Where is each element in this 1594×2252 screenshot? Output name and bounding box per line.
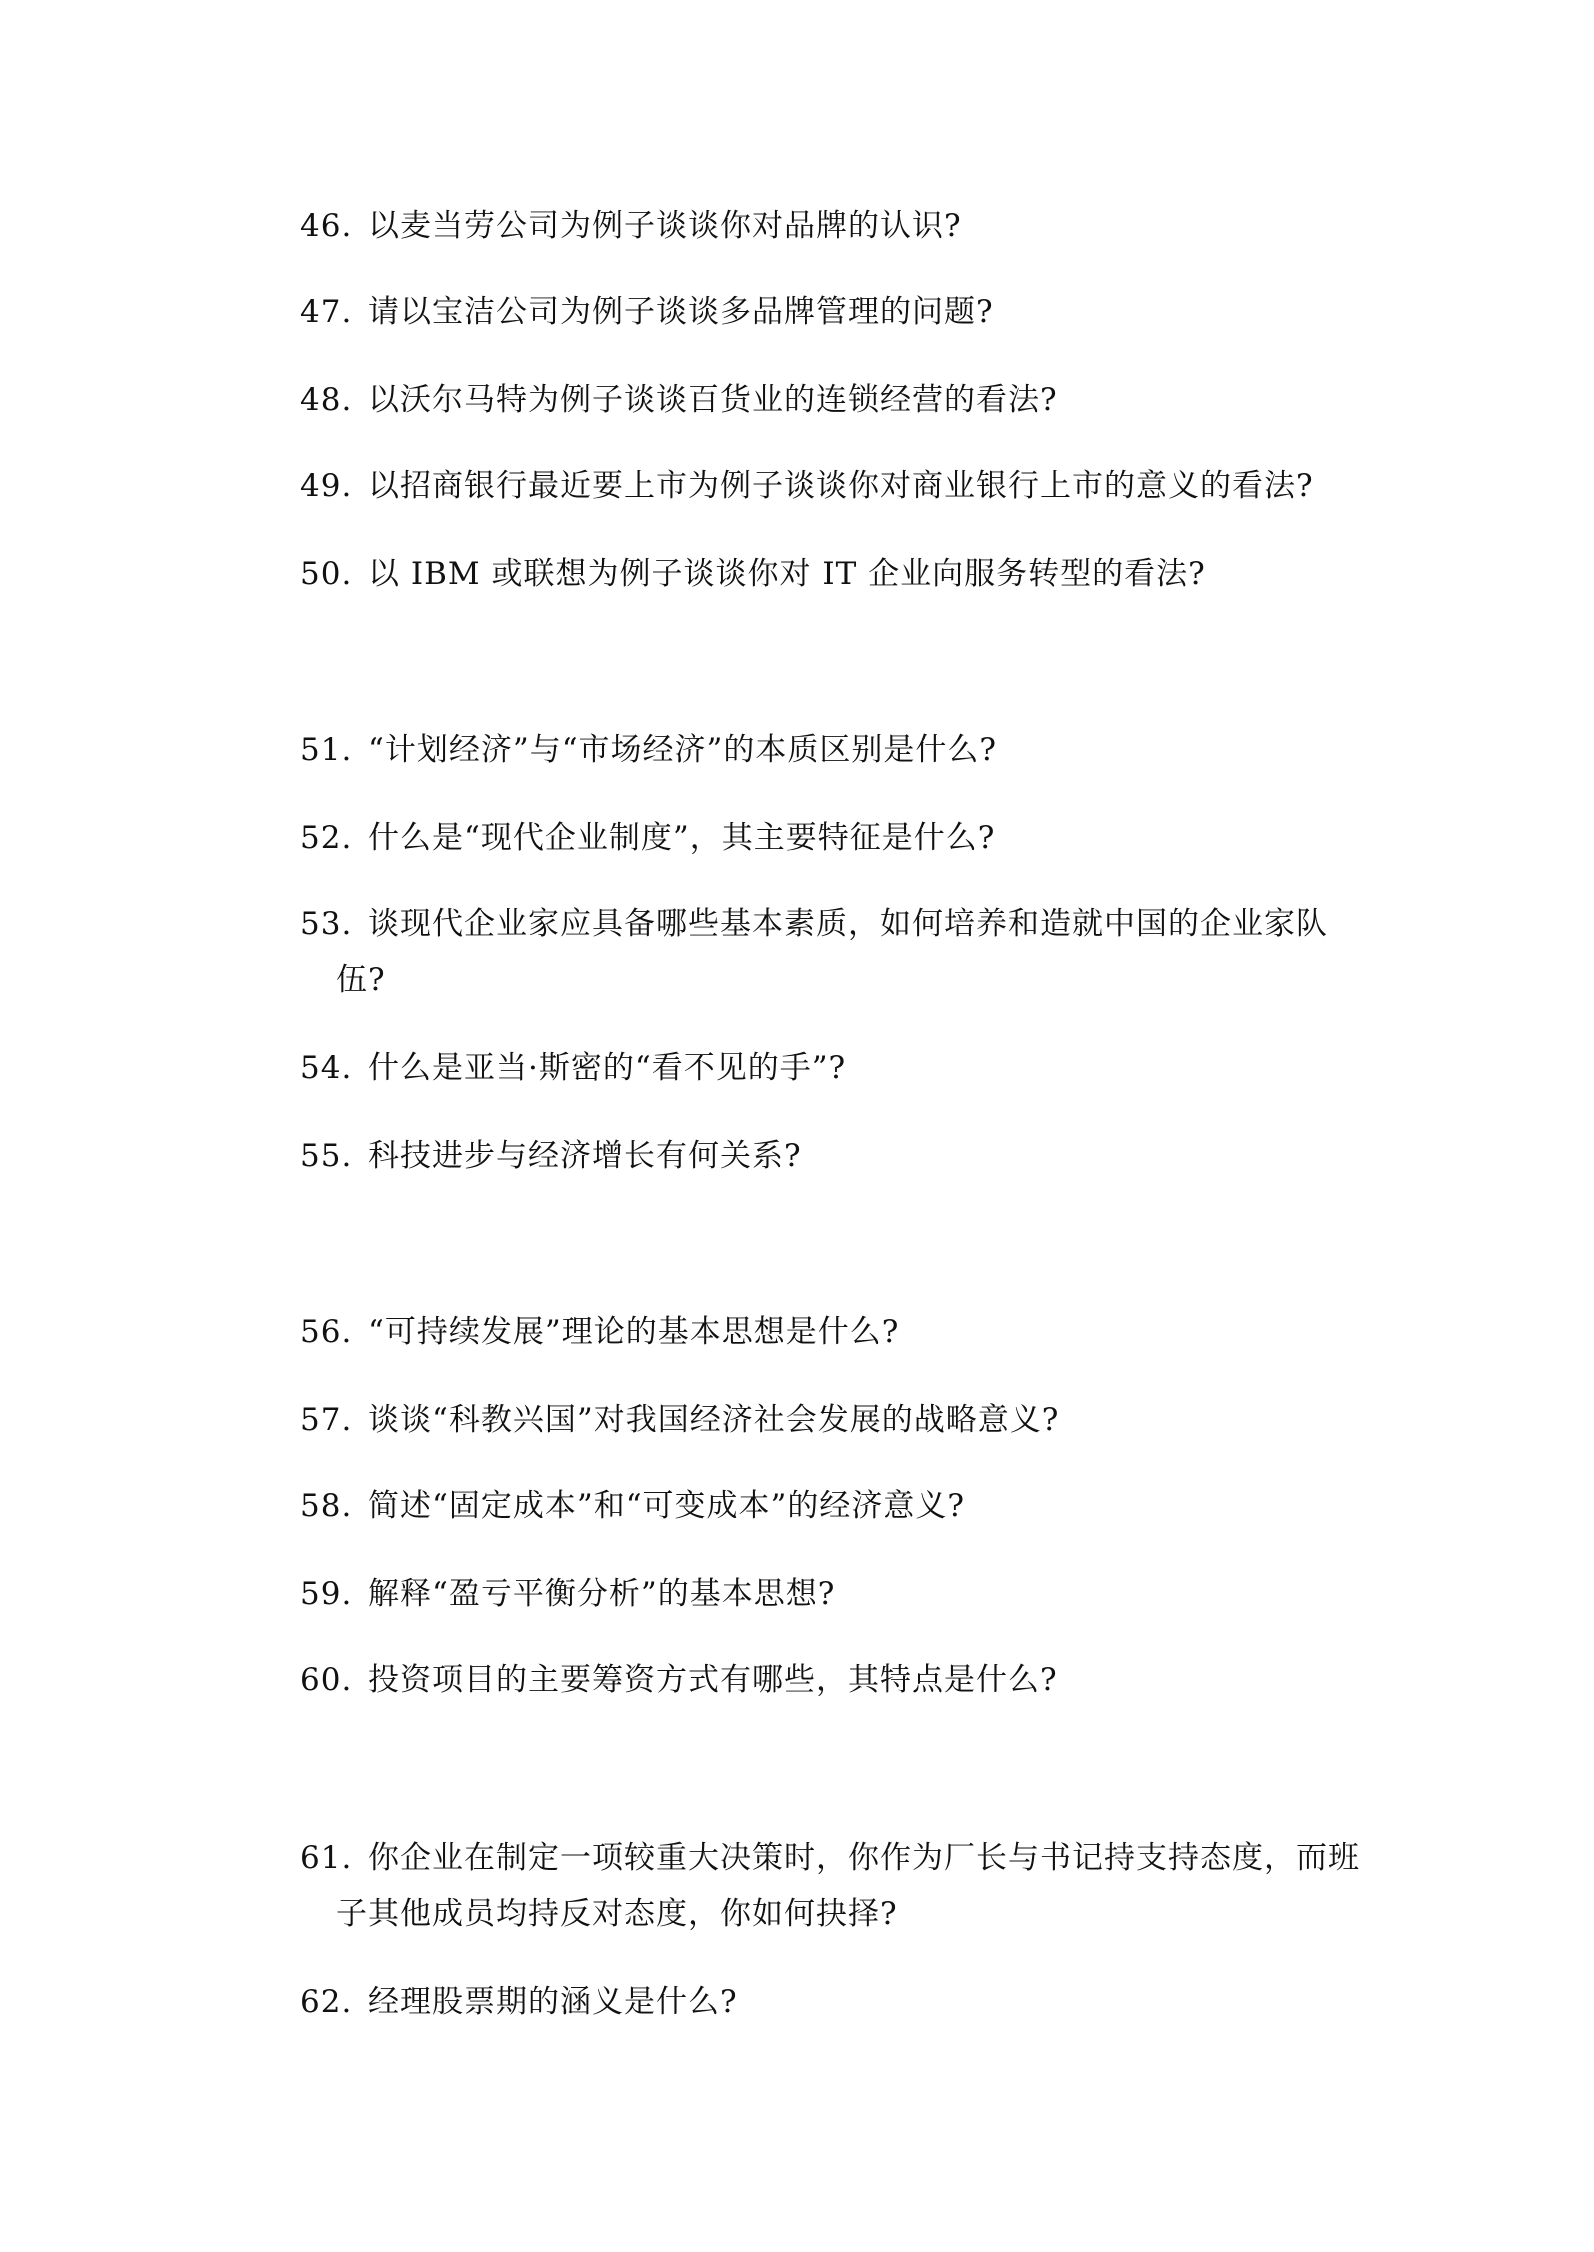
- question-text: 什么是“现代企业制度”，其主要特征是什么?: [368, 820, 996, 856]
- question-item: [300, 372, 1360, 428]
- question-number: 56.: [300, 1314, 353, 1350]
- question-text: 以麦当劳公司为例子谈谈你对品牌的认识?: [368, 208, 962, 244]
- question-text: 什么是亚当·斯密的“看不见的手”?: [368, 1050, 847, 1086]
- question-text: “可持续发展”理论的基本思想是什么?: [368, 1314, 900, 1350]
- question-number: 57.: [300, 1402, 353, 1438]
- question-text: 以招商银行最近要上市为例子谈谈你对商业银行上市的意义的看法?: [368, 468, 1314, 504]
- question-item: [300, 1478, 1360, 1534]
- question-item: [300, 1128, 1360, 1184]
- question-text: 谈谈“科教兴国”对我国经济社会发展的战略意义?: [368, 1402, 1060, 1438]
- question-text: 谈现代企业家应具备哪些基本素质，如何培养和造就中国的企业家队: [368, 906, 1328, 942]
- question-item: [300, 1830, 1360, 1942]
- question-item: [300, 722, 1360, 778]
- question-number: 62.: [300, 1984, 353, 2020]
- question-item: [300, 458, 1360, 514]
- question-text: 科技进步与经济增长有何关系?: [368, 1138, 802, 1174]
- question-item: [300, 1304, 1360, 1360]
- question-number: 53.: [300, 906, 353, 942]
- question-number: 48.: [300, 382, 353, 418]
- question-item: [300, 896, 1360, 1008]
- question-text: 投资项目的主要筹资方式有哪些，其特点是什么?: [368, 1662, 1058, 1698]
- question-number: 49.: [300, 468, 353, 504]
- question-text: 解释“盈亏平衡分析”的基本思想?: [368, 1576, 836, 1612]
- question-number: 60.: [300, 1662, 353, 1698]
- question-number: 47.: [300, 294, 353, 330]
- question-text: 简述“固定成本”和“可变成本”的经济意义?: [368, 1488, 966, 1524]
- question-item: [300, 284, 1360, 340]
- question-item: [300, 810, 1360, 866]
- question-number: 46.: [300, 208, 353, 244]
- question-text: 经理股票期的涵义是什么?: [368, 1984, 738, 2020]
- question-item: [300, 1652, 1360, 1708]
- question-number: 54.: [300, 1050, 353, 1086]
- question-item: [300, 1974, 1360, 2030]
- question-number: 51.: [300, 732, 353, 768]
- question-item: [300, 1040, 1360, 1096]
- question-number: 55.: [300, 1138, 353, 1174]
- question-text: 以 IBM 或联想为例子谈谈你对 IT 企业向服务转型的看法?: [368, 556, 1206, 592]
- question-item: [300, 1392, 1360, 1448]
- question-text: 你企业在制定一项较重大决策时，你作为厂长与书记持支持态度，而班: [368, 1840, 1360, 1876]
- question-item: [300, 198, 1360, 254]
- question-text: 请以宝洁公司为例子谈谈多品牌管理的问题?: [368, 294, 994, 330]
- question-number: 50.: [300, 556, 353, 592]
- question-number: 61.: [300, 1840, 353, 1876]
- question-text: 以沃尔马特为例子谈谈百货业的连锁经营的看法?: [368, 382, 1058, 418]
- question-text: “计划经济”与“市场经济”的本质区别是什么?: [368, 732, 998, 768]
- question-text-continued: 伍?: [336, 962, 386, 998]
- question-text-continued: 子其他成员均持反对态度，你如何抉择?: [336, 1896, 898, 1932]
- question-number: 58.: [300, 1488, 353, 1524]
- question-item: [300, 1566, 1360, 1622]
- question-number: 59.: [300, 1576, 353, 1612]
- question-item: [300, 546, 1360, 602]
- question-number: 52.: [300, 820, 353, 856]
